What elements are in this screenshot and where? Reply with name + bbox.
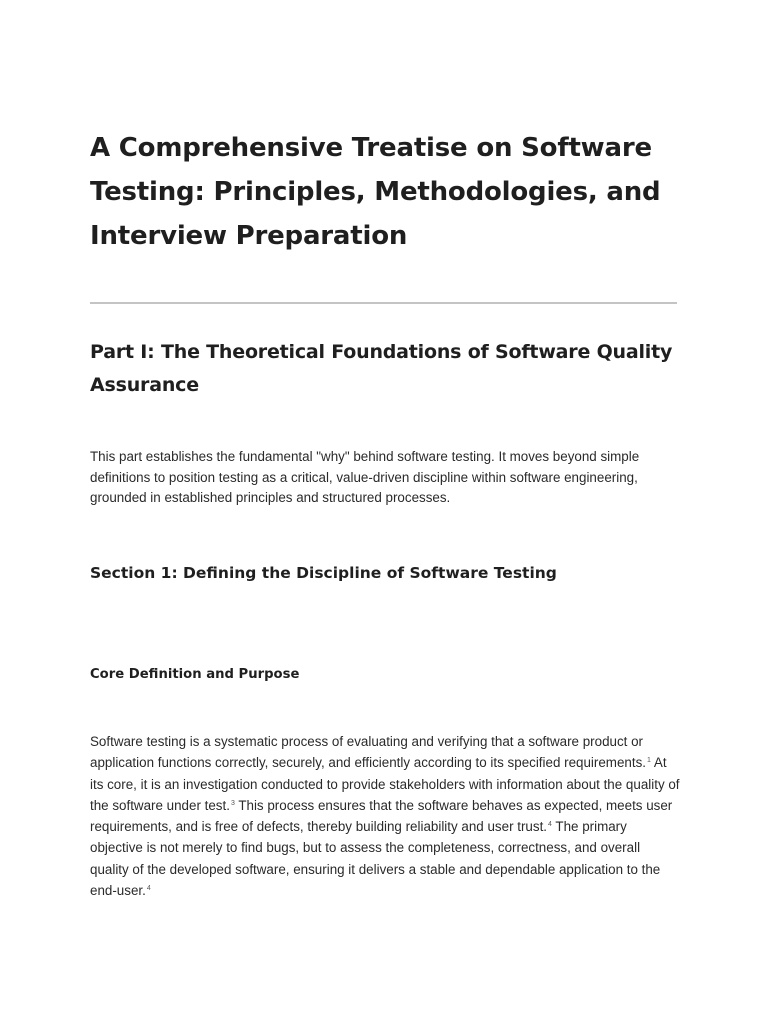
section-heading: Section 1: Defining the Discipline of Software Testing — [90, 564, 557, 582]
body-text-segment: Software testing is a systematic process of evaluating and verifying that a software product or application functions correctly, securely, and efficiently according to its specified requirements. — [90, 734, 646, 771]
body-text-segment: This process ensures that the software behaves as expected, meets user requirements, and is free of defects, thereby building reliability and user trust. — [90, 797, 673, 835]
footnote-reference[interactable]: 4 — [548, 821, 552, 829]
horizontal-divider — [90, 302, 677, 304]
footnote-reference[interactable]: 4 — [146, 885, 151, 893]
intro-paragraph: This part establishes the fundamental "why" behind software testing. It moves beyond simple definitions to position testing as a critical, value-driven discipline within software engineering, grounded in established principles and structured processes. — [90, 449, 640, 505]
footnote-reference[interactable]: 3 — [230, 799, 235, 807]
footnote-reference[interactable]: 1 — [647, 757, 651, 765]
subsection-heading: Core Definition and Purpose — [90, 667, 300, 682]
body-text-segment: The primary objective is not merely to find bugs, but to assess the completeness, correctness, and overall quality of the developed software, ensuring it delivers a stable and dependable application to the end-user. — [90, 819, 661, 899]
document-title: A Comprehensive Treatise on Software Testing: Principles, Methodologies, and Interview Preparation — [90, 133, 661, 251]
body-text-segment: At its core, it is an investigation conducted to provide stakeholders with information about the quality of the software under test. — [90, 755, 680, 813]
body-paragraph — [90, 731, 680, 901]
part-heading: Part I: The Theoretical Foundations of Software Quality Assurance — [90, 341, 673, 396]
